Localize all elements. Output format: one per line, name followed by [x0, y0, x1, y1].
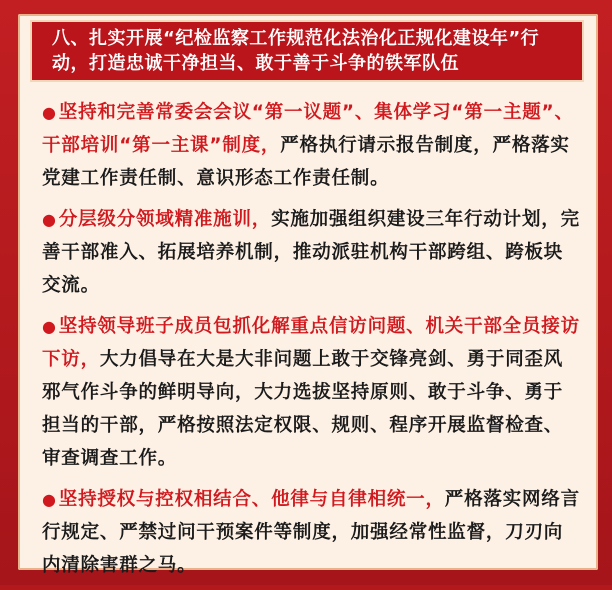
list-item	[42, 310, 582, 475]
bullet-icon: ●	[42, 490, 57, 509]
bullet-icon: ●	[42, 210, 57, 229]
item-text: 实施加强组织建设三年行动计划，完善干部准入、拓展培养机制，推动派驻机构干部跨组、跨板块交流。	[42, 209, 580, 296]
item-highlight: 坚持领导班子成员包抓化解重点信访问题、机关干部全员接访下访，	[42, 316, 580, 370]
list-item	[42, 203, 582, 302]
list-item	[42, 96, 582, 195]
bullet-icon: ●	[42, 317, 57, 336]
list-item	[42, 483, 582, 582]
section-list	[42, 96, 582, 590]
item-text: 严格执行请示报告制度，严格落实党建工作责任制、意识形态工作责任制。	[42, 135, 570, 189]
item-highlight: 坚持授权与控权相结合、他律与自律相统一，	[58, 489, 445, 510]
bullet-icon: ●	[42, 103, 57, 122]
section-header	[30, 20, 584, 82]
item-text: 严格落实网络言行规定、严禁过问干预案件等制度，加强经常性监督，刀刃向内清除害群之马。	[42, 489, 580, 576]
item-text: 大力倡导在大是大非问题上敢于交锋亮剑、勇于同歪风邪气作斗争的鲜明导向，大力选拔坚持原则、敢于斗争、勇于担当的干部，严格按照法定权限、规则、程序开展监督检查、审查调查工作。	[42, 349, 564, 469]
header-title: 八、扎实开展“纪检监察工作规范化法治化正规化建设年”行动，打造忠诚干净担当、敢于善于斗争的铁军队伍	[52, 28, 540, 74]
item-highlight: 坚持和完善常委会会议“第一议题”、集体学习“第一主题”、干部培训“第一主课”制度，	[42, 102, 574, 156]
item-highlight: 分层级分领域精准施训，	[58, 209, 272, 230]
